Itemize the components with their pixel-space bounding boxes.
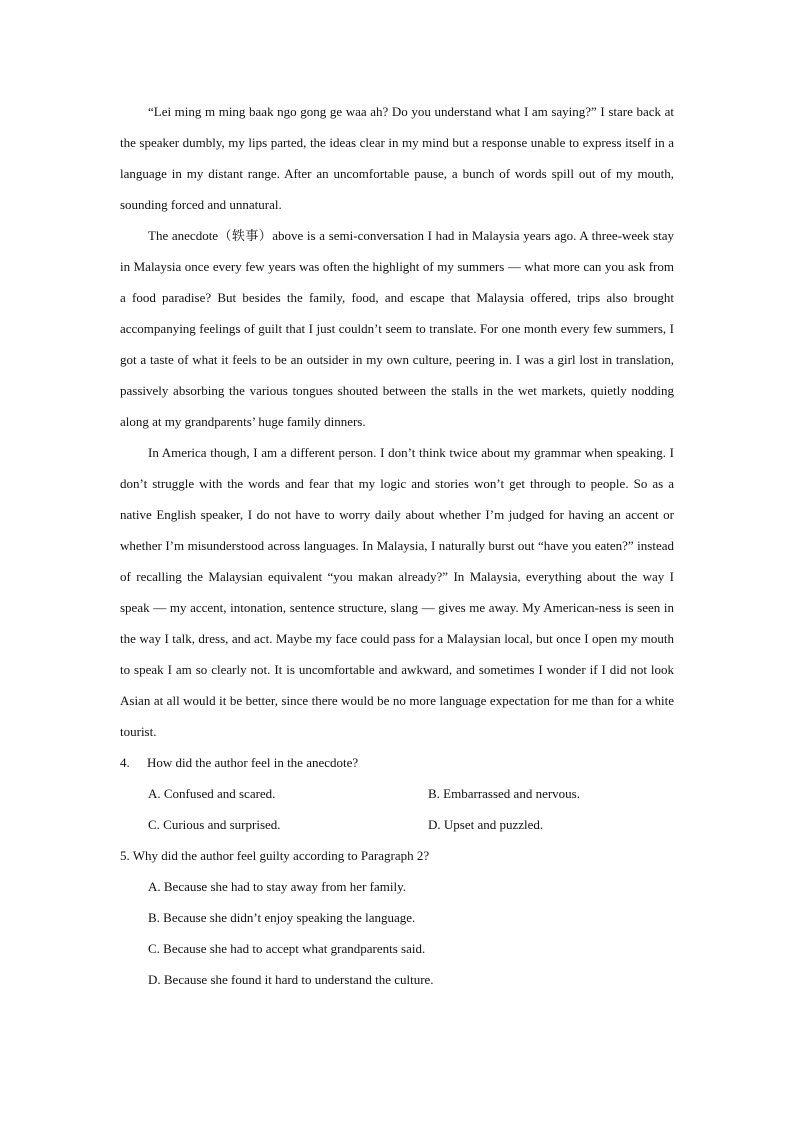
passage-paragraph-3: In America though, I am a different person. I don’t think twice about my grammar when speaking. I don’t struggle with the words and fear that my logic and stories won’t get through to people. So as a native English speaker, I do not have to worry daily about whether I’m judged for having an accent or whether I’m misunderstood across languages. In Malaysia, I naturally burst out “have you eaten?” instead of recalling the Malaysian equivalent “you makan already?” In Malaysia, everything about the way I speak — my accent, intonation, sentence structure, slang — gives me away. My American-ness is seen in the way I talk, dress, and act. Maybe my face could pass for a Malaysian local, but once I open my mouth to speak I am so clearly not. It is uncomfortable and awkward, and sometimes I wonder if I did not look Asian at all would it be better, since there would be no more language expectation for me than for a white tourist. xyxy=(120,445,674,739)
question-5-option-b: B. Because she didn’t enjoy speaking the language. xyxy=(148,910,416,925)
question-5-option-c: C. Because she had to accept what grandparents said. xyxy=(148,941,426,956)
question-4-option-d: D. Upset and puzzled. xyxy=(428,817,544,832)
document-page xyxy=(120,96,674,995)
question-5-option-a: A. Because she had to stay away from her family. xyxy=(148,879,406,894)
passage-paragraph-2: The anecdote（轶事）above is a semi-conversation I had in Malaysia years ago. A three-week stay in Malaysia once every few years was often the highlight of my summers — what more can you ask from a food paradise? But besides the family, food, and escape that Malaysia offered, trips also brought accompanying feelings of guilt that I just couldn’t seem to translate. For one month every few summers, I got a taste of what it feels to be an outsider in my own culture, peering in. I was a girl lost in translation, passively absorbing the various tongues shouted between the stalls in the wet markets, quietly nodding along at my grandparents’ huge family dinners. xyxy=(120,228,674,429)
question-4-text: How did the author feel in the anecdote? xyxy=(147,755,359,770)
passage-paragraph-1: “Lei ming m ming baak ngo gong ge waa ah? Do you understand what I am saying?” I stare back at the speaker dumbly, my lips parted, the ideas clear in my mind but a response unable to express itself in a language in my distant range. After an uncomfortable pause, a bunch of words spill out of my mouth, sounding forced and unnatural. xyxy=(120,104,674,212)
question-4-option-a: A. Confused and scared. xyxy=(148,786,276,801)
question-4-number: 4. xyxy=(120,755,130,770)
question-4-option-b: B. Embarrassed and nervous. xyxy=(428,786,580,801)
question-4-option-c: C. Curious and surprised. xyxy=(148,817,281,832)
question-4-options xyxy=(120,778,674,840)
question-5-option-d: D. Because she found it hard to understand the culture. xyxy=(148,972,434,987)
question-4 xyxy=(120,747,674,778)
question-5: 5. Why did the author feel guilty according to Paragraph 2? xyxy=(120,848,430,863)
